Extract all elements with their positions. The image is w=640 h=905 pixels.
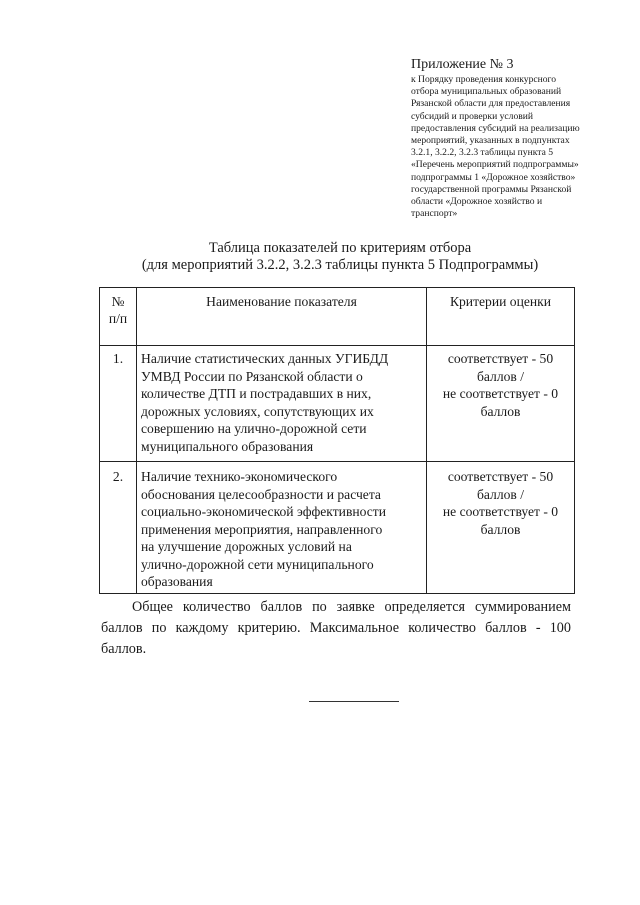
closing-divider: [309, 701, 399, 702]
cell-line: баллов /: [476, 486, 525, 502]
cell-line: дорожных условиях, сопутствующих их: [141, 403, 374, 419]
cell-line: применения мероприятия, направленного: [141, 521, 383, 537]
header-criteria: Критерии оценки: [427, 288, 575, 346]
criteria-table: [99, 287, 575, 594]
cell-line: баллов: [480, 521, 521, 537]
appendix-line: отбора муниципальных образований: [411, 86, 562, 98]
appendix-line: субсидий и проверки условий: [411, 110, 534, 122]
cell-line: УМВД России по Рязанской области о: [141, 368, 363, 384]
appendix-title: Приложение № 3: [411, 57, 514, 72]
cell-line: на улучшение дорожных условий на: [141, 539, 352, 554]
table-row: [100, 346, 575, 462]
appendix-header: [411, 57, 611, 220]
appendix-line: Рязанской области для предоставления: [411, 98, 571, 110]
header-number: [100, 288, 137, 346]
row-number: 1.: [100, 346, 137, 462]
table-subtitle: (для мероприятий 3.2.2, 3.2.3 таблицы пункта 5 Подпрограммы): [141, 257, 539, 273]
cell-line: соответствует - 50: [447, 469, 554, 484]
cell-line: не соответствует - 0: [442, 386, 559, 401]
table-header-row: [100, 288, 575, 346]
appendix-line: предоставления субсидий на реализацию: [411, 122, 580, 134]
table-title: Таблица показателей по критериям отбора: [208, 240, 472, 256]
cell-line: Наличие статистических данных УГИБДД: [141, 351, 389, 366]
appendix-line: 3.2.1, 3.2.2, 3.2.3 таблицы пункта 5: [411, 147, 554, 159]
cell-line: баллов /: [476, 368, 525, 384]
appendix-line: транспорт»: [411, 208, 458, 220]
row-indicator-name: [137, 346, 427, 462]
row-indicator-name: [137, 462, 427, 594]
cell-line: Наличие технико-экономического: [141, 469, 338, 484]
cell-line: совершению на улично-дорожной сети: [141, 421, 367, 436]
cell-line: соответствует - 50: [447, 351, 554, 366]
table-row: [100, 462, 575, 594]
appendix-line: «Перечень мероприятий подпрограммы»: [411, 159, 579, 171]
appendix-line: государственной программы Рязанской: [411, 183, 572, 195]
total-score-note: Общее количество баллов по заявке определяется суммированием баллов по каждому критерию. Максимальное количество баллов - 100 баллов.: [101, 599, 571, 657]
cell-line: обоснования целесообразности и расчета: [141, 486, 381, 502]
header-number-line: №: [111, 294, 125, 309]
cell-line: улично-дорожной сети муниципального: [141, 556, 374, 572]
header-indicator-name: Наименование показателя: [137, 288, 427, 346]
appendix-line: к Порядку проведения конкурсного: [411, 74, 557, 85]
appendix-line: мероприятий, указанных в подпунктах: [411, 135, 570, 147]
cell-line: социально-экономической эффективности: [141, 504, 387, 519]
row-number: 2.: [100, 462, 137, 594]
cell-line: образования: [141, 574, 213, 589]
cell-line: количестве ДТП и пострадавших в них,: [141, 386, 372, 401]
cell-line: баллов: [480, 403, 521, 419]
header-number-line: п/п: [108, 311, 128, 326]
appendix-line: области «Дорожное хозяйство и: [411, 196, 543, 208]
row-criteria: [427, 462, 575, 594]
appendix-line: подпрограммы 1 «Дорожное хозяйство»: [411, 171, 576, 183]
cell-line: не соответствует - 0: [442, 504, 559, 519]
cell-line: муниципального образования: [141, 438, 314, 454]
row-criteria: [427, 346, 575, 462]
